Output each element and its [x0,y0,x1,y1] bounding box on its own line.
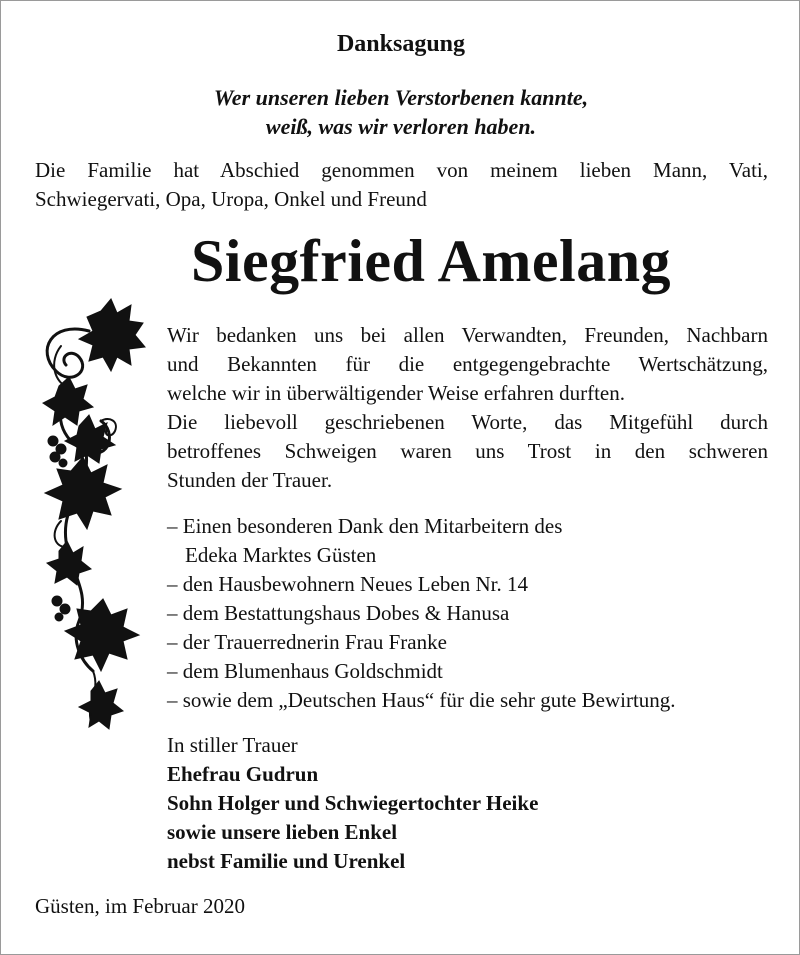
signature-name: nebst Familie und Urenkel [167,849,406,873]
intro-line: Die Familie hat Abschied genommen von meinem lieben Mann, Vati, [35,158,768,182]
thanks-line: Wir bedanken uns bei allen Verwandten, Freunden, Nachbarn [167,323,768,347]
motto-line: Wer unseren lieben Verstorbenen kannte, [213,85,589,110]
motto-line: weiß, was wir verloren haben. [265,114,537,139]
grapevine-leaves-ornament-icon [31,291,151,741]
intro-line: Schwiegervati, Opa, Uropa, Onkel und Freund [35,187,427,211]
signature-name: Ehefrau Gudrun [167,762,319,786]
motto [1,83,800,141]
signature-name: sowie unsere lieben Enkel [167,820,398,844]
list-item: – Einen besonderen Dank den Mitarbeitern des [167,514,563,538]
thanks-line: Stunden der Trauer. [167,468,333,492]
thanks-paragraph [167,321,768,495]
thanks-line: Die liebevoll geschriebenen Worte, das Mitgefühl durch [167,410,768,434]
list-item: – der Trauerrednerin Frau Franke [167,630,447,654]
deceased-name: Siegfried Amelang [190,228,672,294]
thanks-line: welche wir in überwältigender Weise erfahren durften. [167,381,625,405]
signature-name: Sohn Holger und Schwiegertochter Heike [167,791,539,815]
list-item: – den Hausbewohnern Neues Leben Nr. 14 [167,572,528,596]
list-item: – dem Blumenhaus Goldschmidt [167,659,443,683]
heading: Danksagung [336,31,466,57]
place-date: Güsten, im Februar 2020 [35,894,245,918]
intro-text [35,156,768,214]
thanks-line: und Bekannten für die entgegengebrachte Wertschätzung, [167,352,768,376]
list-item: – sowie dem „Deutschen Haus“ für die sehr gute Bewirtung. [167,688,676,712]
special-thanks-list [167,512,787,715]
list-item: – dem Bestattungshaus Dobes & Hanusa [167,601,510,625]
signature-intro: In stiller Trauer [167,733,298,757]
thanks-line: betroffenes Schweigen waren uns Trost in den schweren [167,439,768,463]
signature-block [167,731,767,876]
list-item: Edeka Marktes Güsten [185,543,377,567]
